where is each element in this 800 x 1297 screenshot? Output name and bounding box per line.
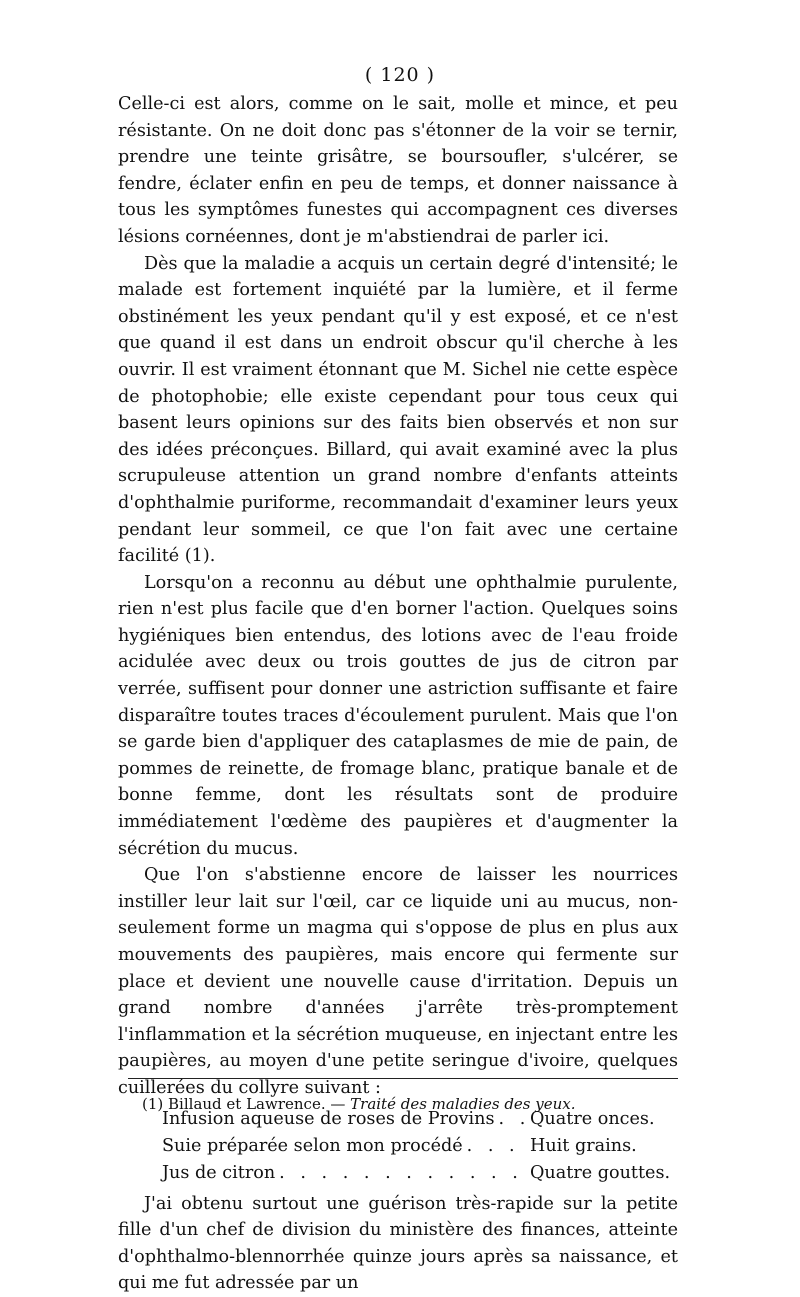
page-number: ( 120 ) xyxy=(364,64,436,86)
paragraph-continuation: Celle-ci est alors, comme on le sait, molle et mince, et peu résistante. On ne doit donc pas s'étonner de la voir se ternir, prendre une teinte grisâtre, se boursoufler, s'ulcérer, se fendre, éclater enfin en peu de temps, et donner naissance à tous les symptômes funestes qui accompagnent ces diverses lésions cornéennes, dont je m'abstiendrai de parler ici. xyxy=(118,94,678,247)
recipe-quantity: Quatre gouttes. xyxy=(530,1162,671,1183)
recipe-ingredient: Suie préparée selon mon procédé xyxy=(162,1135,463,1156)
footnote-divider xyxy=(128,1078,678,1079)
footnote-title: Traité des maladies des yeux. xyxy=(350,1095,576,1113)
footnote-authors: Billaud et Lawrence. — xyxy=(168,1095,346,1113)
leader-dots xyxy=(463,1133,530,1160)
paragraph-early-treatment: Lorsqu'on a reconnu au début une ophthalmie purulente, rien n'est plus facile que d'en borner l'action. Quelques soins hygiéniques bien entendus, des lotions avec de l'eau froide acidulée avec deux ou trois gouttes de jus de citron par verrée, suffisent pour donner une astriction suffisante et faire disparaître toutes traces d'écoulement purulent. Mais que l'on se garde bien d'appliquer des cataplasmes de mie de pain, de pommes de reinette, de fromage blanc, pratique banale et de bonne femme, dont les résultats sont de produire immédiatement l'œdème des paupières et d'augmenter la sécrétion du mucus. xyxy=(118,572,678,859)
recipe-row xyxy=(162,1133,642,1160)
collyre-recipe xyxy=(162,1106,671,1187)
footnote-marker: (1) xyxy=(142,1095,164,1113)
recipe-ingredient: Jus de citron xyxy=(162,1162,276,1183)
recipe-quantity: Huit grains. xyxy=(530,1135,637,1156)
recipe-row xyxy=(162,1160,671,1187)
leader-dots xyxy=(275,1160,530,1187)
footnote xyxy=(142,1094,576,1114)
body-text xyxy=(118,91,678,1297)
paragraph-collyre-intro: Que l'on s'abstienne encore de laisser les nourrices instiller leur lait sur l'œil, car ce liquide uni au mucus, non-seulement forme un magma qui s'oppose de plus en plus aux mouvements des paupières, mais encore qui fermente sur place et devient une nouvelle cause d'irritation. Depuis un grand nombre d'années j'arrête très-promptement l'inflammation et la sécrétion muqueuse, en injectant entre les paupières, au moyen d'une petite seringue d'ivoire, quelques cuillerées du collyre suivant : xyxy=(118,865,678,1098)
recipe-quantity: Quatre onces. xyxy=(530,1108,655,1129)
paragraph-case-report: J'ai obtenu surtout une guérison très-rapide sur la petite fille d'un chef de division du ministère des finances, atteinte d'ophthalmo-blennorrhée quinze jours après sa naissance, et qui me fut adressée par un xyxy=(118,1193,678,1294)
paragraph-photophobia: Dès que la maladie a acquis un certain degré d'intensité; le malade est fortement inquiété par la lumière, et il ferme obstinément les yeux pendant qu'il y est exposé, et ce n'est que quand il est dans un endroit obscur qu'il cherche à les ouvrir. Il est vraiment étonnant que M. Sichel nie cette espèce de photophobie; elle existe cependant pour tous ceux qui basent leurs opinions sur des faits bien observés et non sur des idées préconçues. Billard, qui avait examiné avec la plus scrupuleuse attention un grand nombre d'enfants atteints d'ophthalmie puriforme, recommandait d'examiner leurs yeux pendant leur sommeil, ce que l'on fait avec une certaine facilité (1). xyxy=(118,253,678,567)
recipe-ingredient: Infusion aqueuse de roses de Provins xyxy=(162,1108,495,1129)
